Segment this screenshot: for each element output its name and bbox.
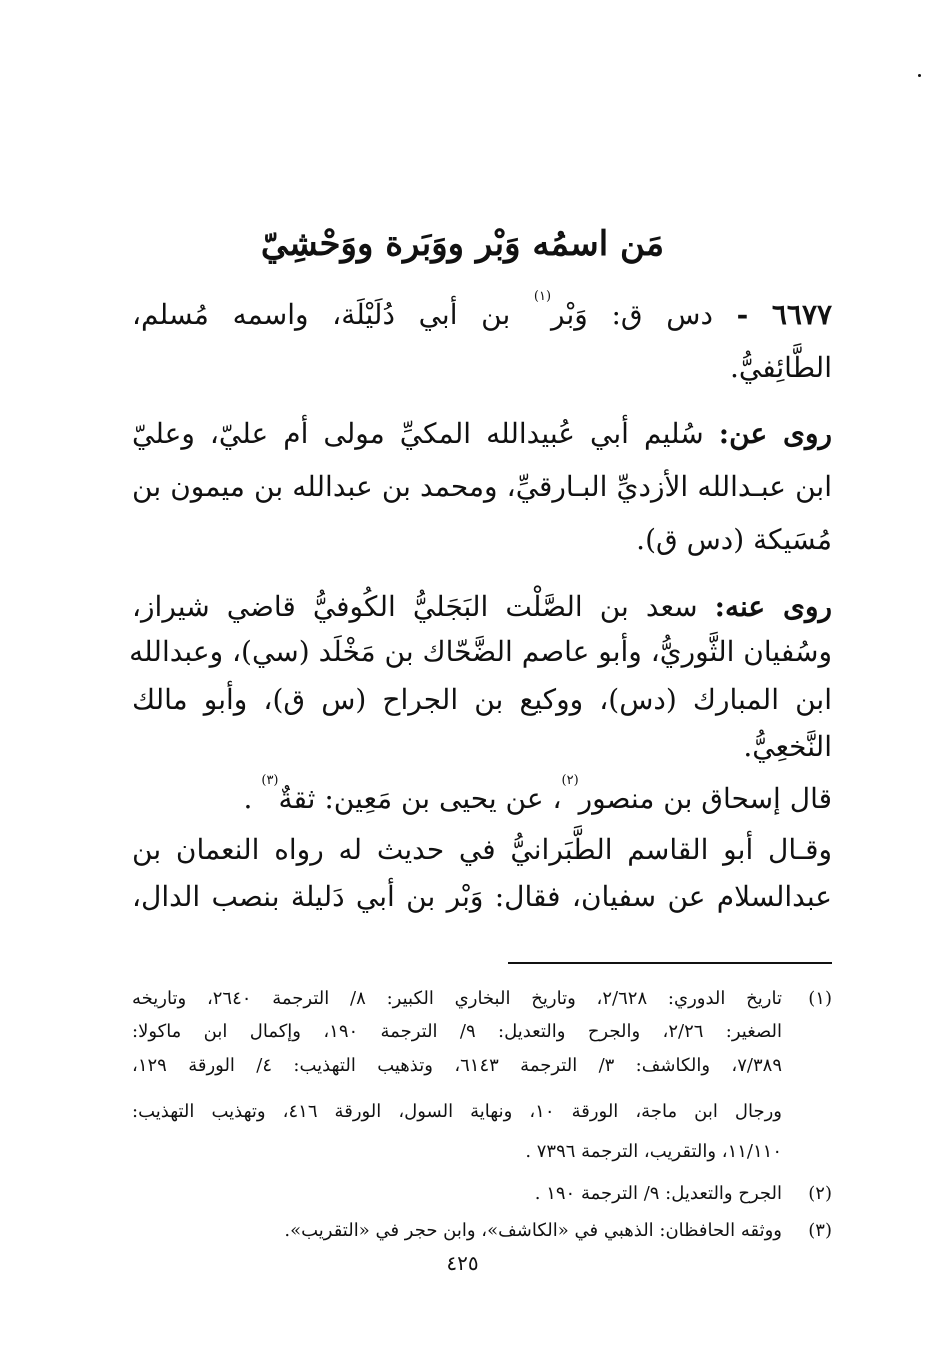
entry-number: ٦٦٧٧ <box>771 298 833 331</box>
entry-line-2: الطَّائِفيُّ. <box>729 351 832 384</box>
narrators-line-2: وسُفيان الثَّوريُّ، وأبو عاصم الضَّحّاك بن مَخْلَد (سي)، وعبدالله <box>129 635 832 668</box>
footnote-1-line-4: ورجال ابن ماجة، الورقة ١٠، ونهاية السول، الورقة ٤١٦، وتهذيب التهذيب: <box>132 1101 782 1122</box>
footnote-1-line-5: ١١/١١٠، والتقريب، الترجمة ٧٣٩٦ . <box>525 1141 782 1162</box>
entry-name-rest: بن أبي دُلَيْلَة، واسمه مُسلم، <box>132 298 511 331</box>
ink-speck <box>918 74 921 77</box>
entry-line-1: ٦٦٧٧ - دس ق: وَبْر$^{(١)}$ بن أبي دُلَيْلَة، واسمه مُسلم، <box>132 289 833 331</box>
footnote-1-line-2: الصغير: ٢/٢٦، والجرح والتعديل: ٩/ الترجمة ١٩٠، وإكمال ابن ماكولا: <box>132 1021 782 1042</box>
footnote-1-line-1: (١) تاريخ الدوري: ٢/٦٢٨، وتاريخ البخاري الكبير: ٨/ الترجمة ٢٦٤٠، وتاريخه <box>132 983 832 1015</box>
narrators-line-3: ابن المبارك (دس)، ووكيع بن الجراح (س ق)، وأبو مالك <box>132 683 832 716</box>
narrated-from-line-1: روى عن: سُليم أبي عُبيدالله المكيِّ مولى أم عليّ، وعليّ <box>132 417 832 450</box>
footnote-separator <box>508 962 832 964</box>
entry-sigla: دس ق: <box>611 298 713 331</box>
narrators-label: روى عنه: <box>714 590 832 623</box>
footnote-1-line-3: ٧/٣٨٩، والكاشف: ٣/ الترجمة ٦١٤٣، وتذهيب التهذيب: ٤/ الورقة ١٢٩، <box>132 1055 782 1076</box>
section-heading: مَن اسمُه وَبْر ووَبَرة ووَحْشِيّ <box>260 224 665 264</box>
footnote-2-number: (٢) <box>808 1183 832 1204</box>
page-number: ٤٢٥ <box>446 1251 479 1275</box>
footnote-ref-1[interactable]: (١) <box>533 289 552 304</box>
footnote-ref-2[interactable]: (٢) <box>561 773 579 788</box>
narrated-from-line-2: ابن عبـدالله الأزديِّ البـارقيِّ، ومحمد بن عبدالله بن ميمون بن <box>132 470 832 503</box>
entry-name: وَبْر <box>551 298 588 331</box>
footnote-1-number: (١) <box>808 988 832 1009</box>
narrated-from-line-3: مُسَيكة (دس ق). <box>636 523 832 556</box>
narrators-line-1: روى عنه: سعد بن الصَّلْت البَجَليُّ الكُوفيُّ قاضي شيراز، <box>132 590 832 623</box>
quote-ishaq-line: قال إسحاق بن منصور$^{(٢)}$، عن يحيى بن مَعِين: ثقةٌ$^{(٣)}$ . <box>243 773 832 815</box>
footnote-3: (٣) ووثقه الحافظان: الذهبي في «الكاشف»، وابن حجر في «التقريب». <box>132 1215 832 1247</box>
footnote-2: (٢) الجرح والتعديل: ٩/ الترجمة ١٩٠ . <box>132 1178 832 1210</box>
narrators-line-4: النَّخعِيُّ. <box>743 730 832 763</box>
footnote-3-number: (٣) <box>808 1220 832 1241</box>
footnote-ref-3[interactable]: (٣) <box>261 773 279 788</box>
quote-tabarani-line-1: وقـال أبو القاسم الطَّبَرانيُّ في حديث له رواه النعمان بن <box>132 833 832 866</box>
narrated-from-label: روى عن: <box>718 417 832 450</box>
quote-tabarani-line-2: عبدالسلام عن سفيان، فقال: وَبْر بن أبي دَليلة بنصب الدال، <box>132 880 832 913</box>
